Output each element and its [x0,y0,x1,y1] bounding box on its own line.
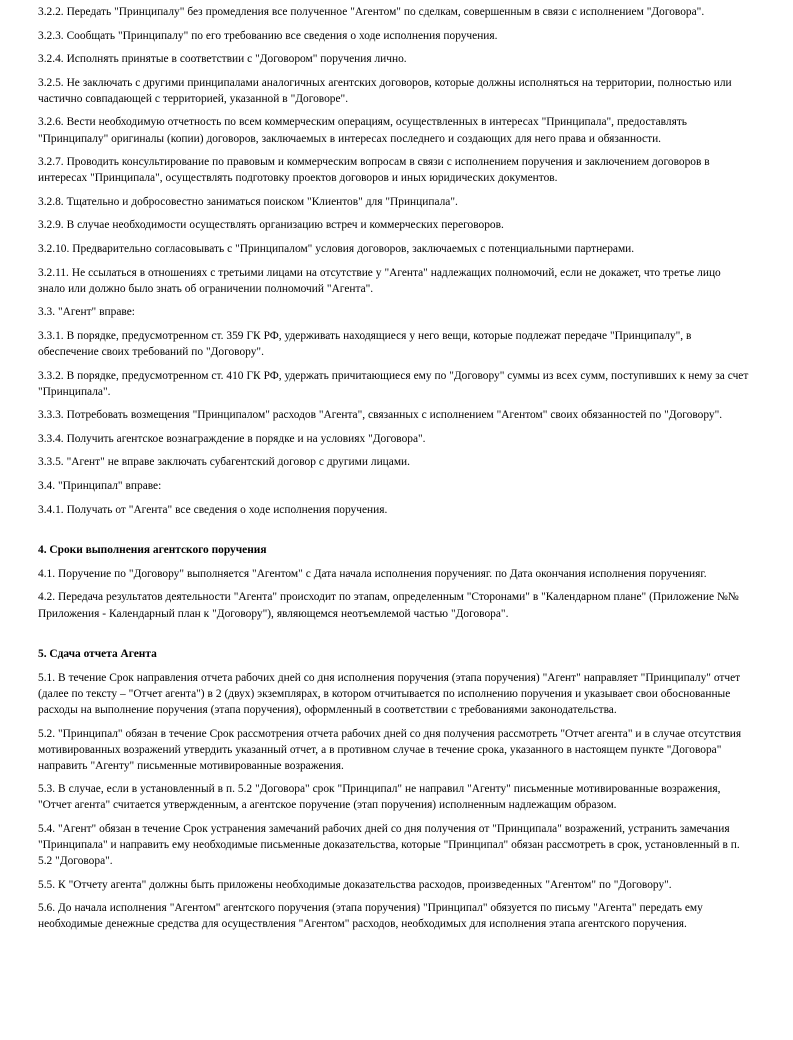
clause-5-1: 5.1. В течение Срок направления отчета рабочих дней со дня исполнения поручения (этапа поручения) "Агент" направляет "Принципалу" отчет (далее по тексту – "Отчет агента") в 2 (двух) экземплярах, в котором отчитывается по исполнению поручения и указывает свои обоснованные расходы на выполнение поручения (этапа поручения), оформленный в соответствии с требованиями законодательства. [38,671,741,716]
clause-4-2: 4.2. Передача результатов деятельности "Агента" происходит по этапам, определенным "Сторонами" в "Календарном плане" (Приложение №№ Приложения - Календарный план к "Договору"), являющемся неотъемлемой частью "Договора". [38,591,739,620]
clause-5-3: 5.3. В случае, если в установленный в п. 5.2 "Договора" срок "Принципал" не направил "Агенту" письменные мотивированные возражения, "Отчет агента" считается утвержденным, а агентское поручение (этап поручения) исполненным надлежащим образом. [38,783,721,812]
section-heading-4: 4. Сроки выполнения агентского поручения [38,544,267,557]
document-body [38,4,750,933]
clause-3-2-3: 3.2.3. Сообщать "Принципалу" по его требованию все сведения о ходе исполнения поручения. [38,29,498,42]
clause-3-3: 3.3. "Агент" вправе: [38,306,135,319]
clause-4-1: 4.1. Поручение по "Договору" выполняется "Агентом" с Дата начала исполнения порученияг. по Дата окончания исполнения порученияг. [38,567,707,580]
clause-3-2-2: 3.2.2. Передать "Принципалу" без промедления все полученное "Агентом" по сделкам, совершенным в связи с исполнением "Договора". [38,6,705,18]
clause-3-2-7: 3.2.7. Проводить консультирование по правовым и коммерческим вопросам в связи с исполнением поручения и заключением договоров в интересах "Принципала", осуществлять подготовку проектов договоров и иных юридических документов. [38,156,710,185]
clause-3-2-11: 3.2.11. Не ссылаться в отношениях с третьими лицами на отсутствие у "Агента" надлежащих полномочий, если не докажет, что третье лицо знало или должно было знать об ограничении полномочий "Агента". [38,266,721,295]
clause-3-3-3: 3.3.3. Потребовать возмещения "Принципалом" расходов "Агента", связанных с исполнением "Агентом" своих обязанностей по "Договору". [38,409,723,422]
clause-3-2-5: 3.2.5. Не заключать с другими принципалами аналогичных агентских договоров, которые должны исполняться на территории, полностью или частично совпадающей с территорией, указанной в "Договоре". [38,76,732,105]
clause-5-2: 5.2. "Принципал" обязан в течение Срок рассмотрения отчета рабочих дней со дня получения рассмотреть "Отчет агента" и в случае отсутствия мотивированных возражений утвердить указанный отчет, а в противном случае в течение срока, указанного в настоящем пункте "Договора" направить "Агенту" письменные мотивированные возражения. [38,727,742,772]
clause-5-6: 5.6. До начала исполнения "Агентом" агентского поручения (этапа поручения) "Принципал" обязуется по письму "Агента" передать ему необходимые денежные средства для осуществления "Агентом" расходов, необходимых для исполнения этапа агентского поручения. [38,902,703,931]
clause-3-2-4: 3.2.4. Исполнять принятые в соответствии с "Договором" поручения лично. [38,53,407,66]
clause-5-5: 5.5. К "Отчету агента" должны быть приложены необходимые доказательства расходов, произведенных "Агентом" по "Договору". [38,878,672,891]
clause-3-2-9: 3.2.9. В случае необходимости осуществлять организацию встреч и коммерческих переговоров. [38,219,504,232]
spacer-before-section-5 [38,629,750,646]
clause-5-4: 5.4. "Агент" обязан в течение Срок устранения замечаний рабочих дней со дня получения от "Принципала" возражений, устранить замечания "Принципала" и направить ему необходимые письменные доказательства, которые "Принципал" обязан рассмотреть в срок, установленный в п. 5.2 "Договора". [38,822,740,868]
clause-3-3-1: 3.3.1. В порядке, предусмотренном ст. 359 ГК РФ, удерживать находящиеся у него вещи, которые подлежат передаче "Принципалу", в обеспечение своих требований по "Договору". [38,329,692,358]
spacer-before-section-4 [38,525,750,542]
clause-3-4-1: 3.4.1. Получать от "Агента" все сведения о ходе исполнения поручения. [38,503,388,516]
clause-3-2-8: 3.2.8. Тщательно и добросовестно заниматься поиском "Клиентов" для "Принципала". [38,195,458,208]
clause-3-2-6: 3.2.6. Вести необходимую отчетность по всем коммерческим операциям, осуществленных в интересах "Принципала", предоставлять "Принципалу" оригиналы (копии) договоров, заключаемых в интересах последнего и создающих для него права и обязанности. [38,116,688,145]
clause-3-3-2: 3.3.2. В порядке, предусмотренном ст. 410 ГК РФ, удержать причитающиеся ему по "Договору" суммы из всех сумм, поступивших к нему за счет "Принципала". [38,369,749,398]
clause-3-2-10: 3.2.10. Предварительно согласовывать с "Принципалом" условия договоров, заключаемых с потенциальными партнерами. [38,243,635,256]
clause-3-4: 3.4. "Принципал" вправе: [38,480,162,493]
section-heading-5: 5. Сдача отчета Агента [38,648,157,661]
clause-3-3-4: 3.3.4. Получить агентское вознаграждение в порядке и на условиях "Договора". [38,432,426,445]
clause-3-3-5: 3.3.5. "Агент" не вправе заключать субагентский договор с другими лицами. [38,456,410,469]
